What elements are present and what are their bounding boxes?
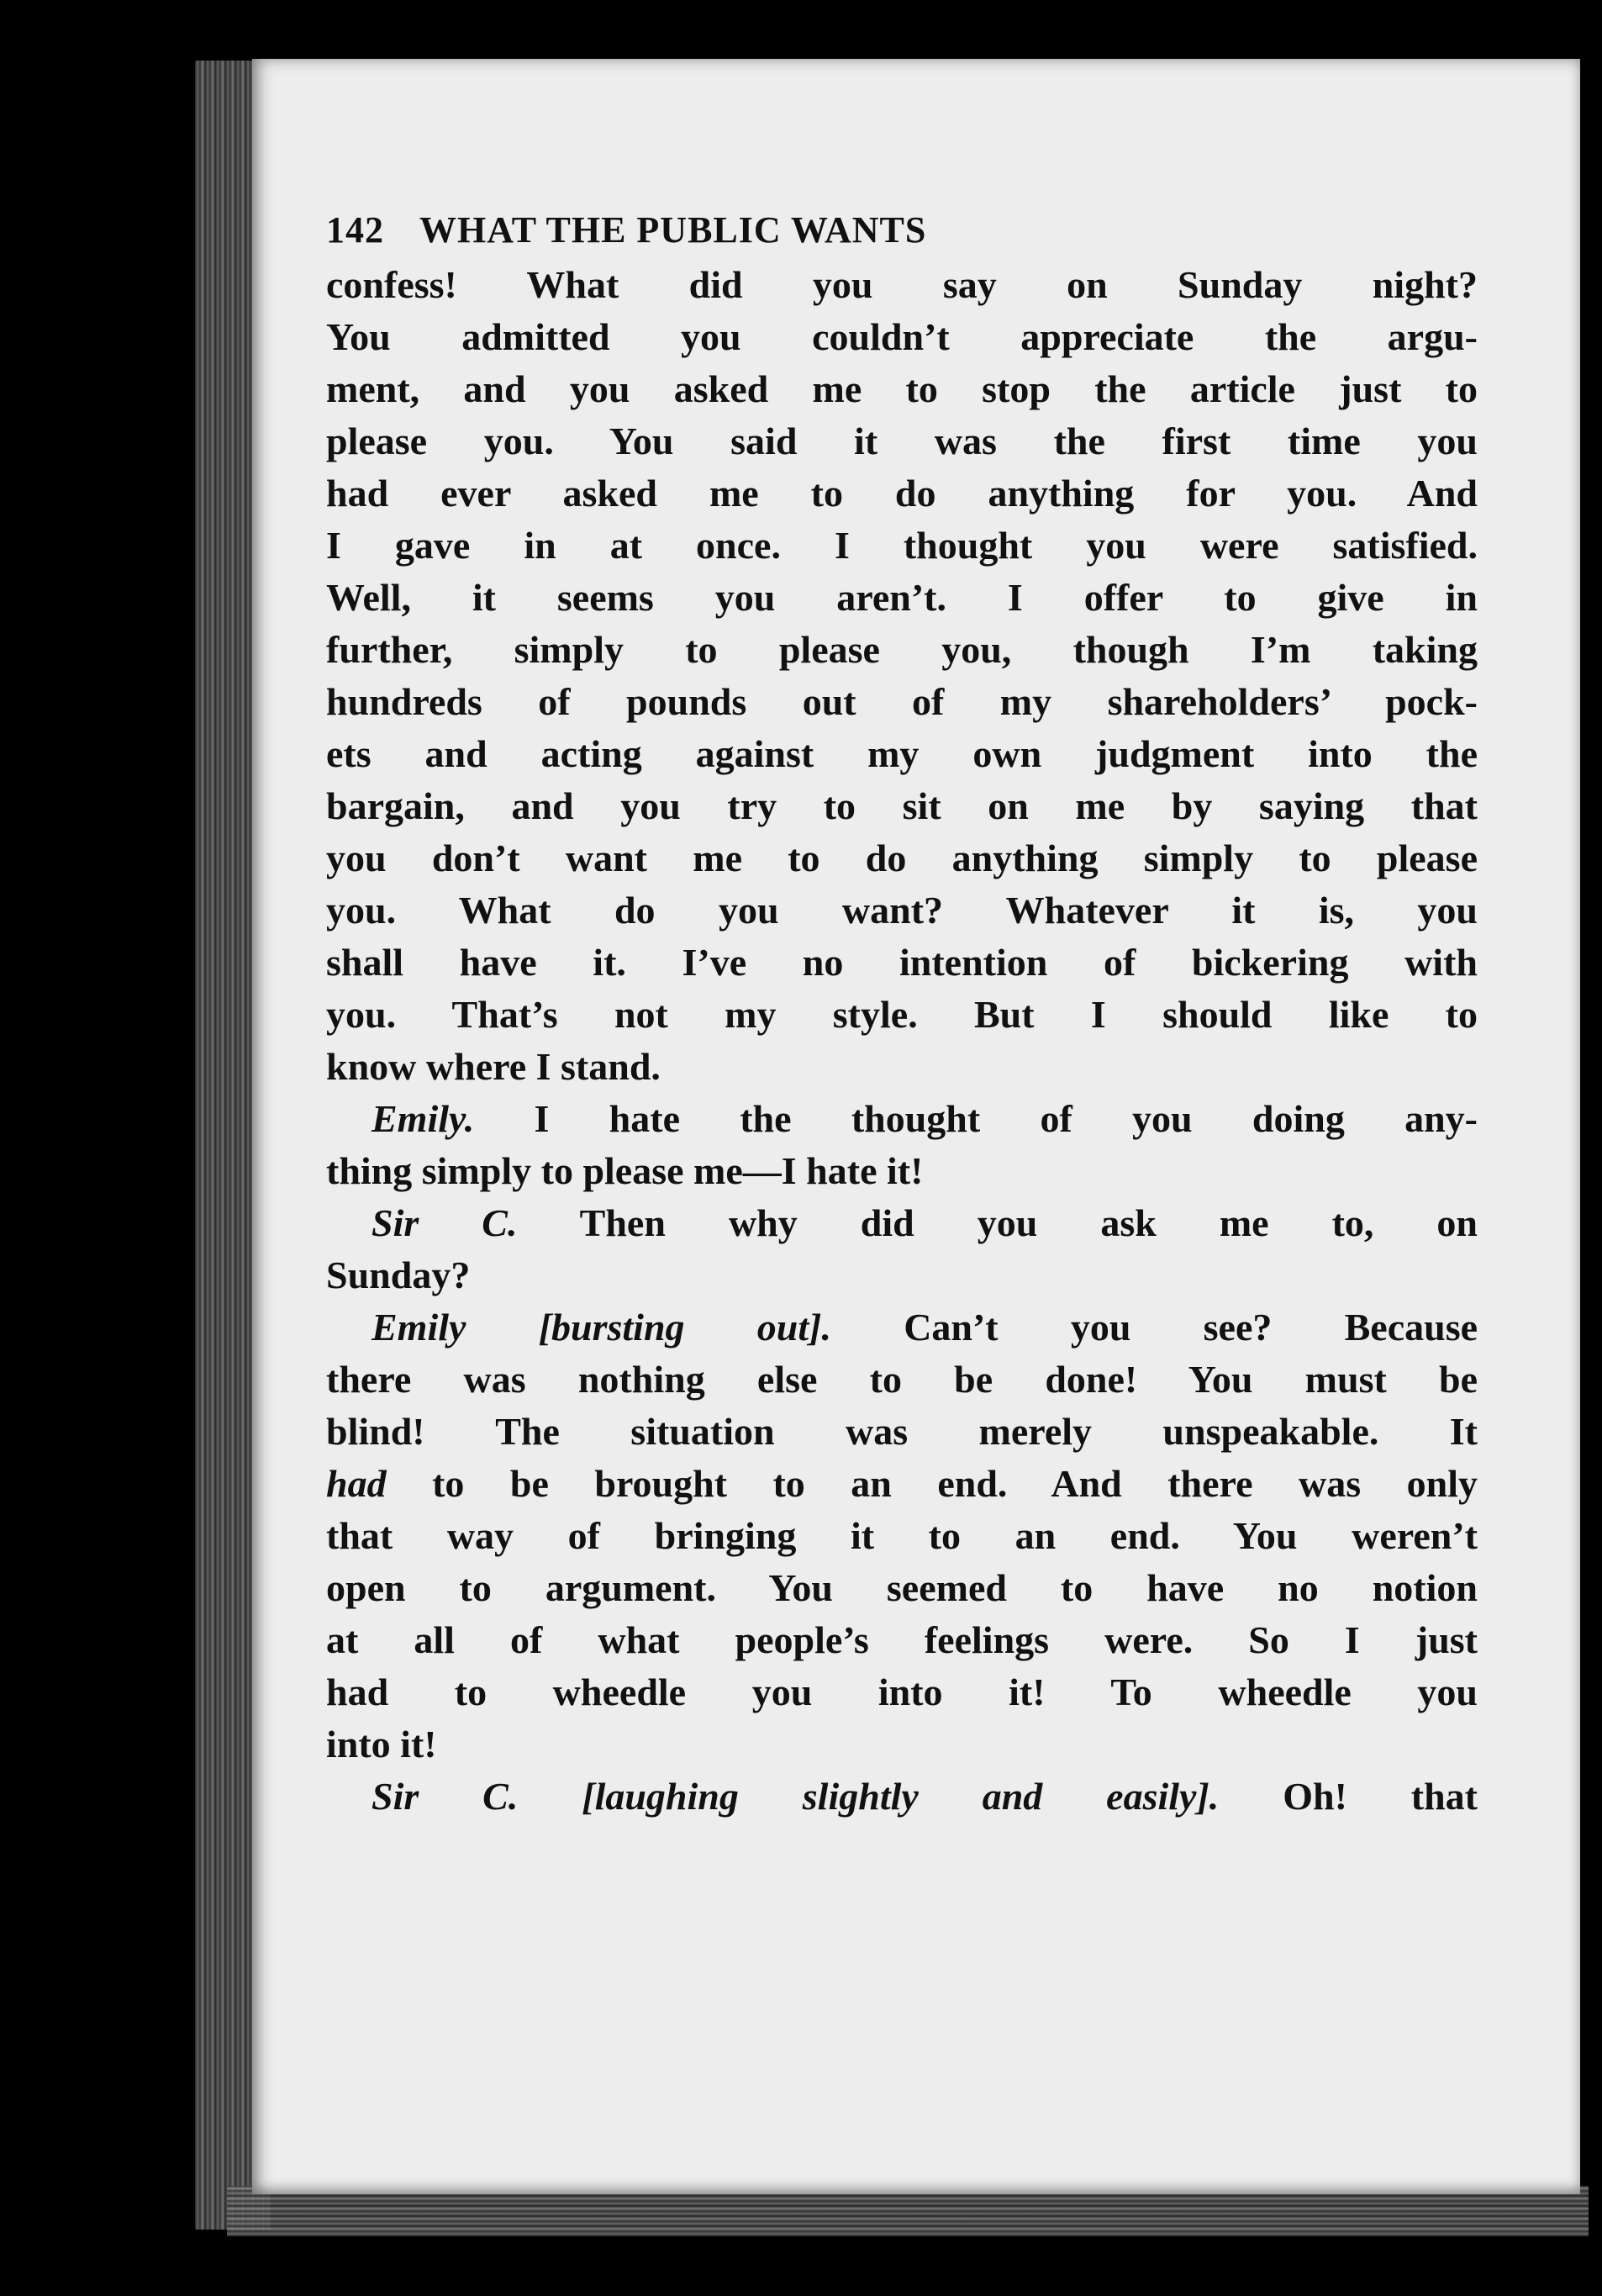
emphasized-word: had xyxy=(326,1462,387,1505)
running-title: WHAT THE PUBLIC WANTS xyxy=(419,209,927,251)
text-line: had ever asked me to do anything for you. And xyxy=(326,472,1478,515)
dialogue-line xyxy=(326,1771,1478,1823)
text-line: ment, and you asked me to stop the article just to xyxy=(326,367,1478,410)
text-line: know where I stand. xyxy=(326,1045,661,1088)
running-header xyxy=(326,208,1251,251)
text-line: there was nothing else to be done! You must be xyxy=(326,1358,1478,1401)
text-line: into it! xyxy=(326,1723,437,1766)
text-line: Well, it seems you aren’t. I offer to give in xyxy=(326,576,1478,619)
text-line xyxy=(326,1458,1478,1510)
stage-direction: [bursting out]. xyxy=(538,1306,831,1349)
dialogue-text: I hate the thought of you doing any- xyxy=(534,1097,1478,1140)
speaker-name: Emily. xyxy=(372,1097,475,1140)
text-line: ets and acting against my own judgment into the xyxy=(326,732,1478,775)
text-line: thing simply to please me—I hate it! xyxy=(326,1149,924,1192)
text-line: at all of what people’s feelings were. So I just xyxy=(326,1618,1478,1661)
text-line: had to wheedle you into it! To wheedle you xyxy=(326,1671,1478,1713)
text-line: blind! The situation was merely unspeakable. It xyxy=(326,1410,1478,1453)
text-fragment: to be brought to an end. And there was only xyxy=(432,1462,1478,1505)
text-line: bargain, and you try to sit on me by saying that xyxy=(326,784,1478,827)
dialogue-text: Can’t you see? Because xyxy=(904,1306,1478,1349)
dialogue-text: Then why did you ask me to, on xyxy=(579,1201,1478,1244)
speaker-name: Sir C. xyxy=(372,1775,519,1818)
text-line: shall have it. I’ve no intention of bickering with xyxy=(326,941,1478,984)
text-line: Sunday? xyxy=(326,1254,471,1296)
dialogue-line xyxy=(326,1301,1478,1354)
text-line: you don’t want me to do anything simply to please xyxy=(326,837,1478,879)
text-line: further, simply to please you, though I’m taking xyxy=(326,628,1478,671)
speaker-name: Sir C. xyxy=(372,1201,518,1244)
page-number: 142 xyxy=(326,209,384,251)
text-line: you. That’s not my style. But I should like to xyxy=(326,993,1478,1036)
dialogue-line xyxy=(326,1197,1478,1249)
text-line: that way of bringing it to an end. You weren’t xyxy=(326,1514,1478,1557)
text-line: confess! What did you say on Sunday night? xyxy=(326,263,1478,306)
speaker-name: Emily xyxy=(372,1306,466,1349)
dialogue-line xyxy=(326,1093,1478,1145)
text-line: you. What do you want? Whatever it is, you xyxy=(326,889,1478,932)
text-line: You admitted you couldn’t appreciate the argu- xyxy=(326,315,1478,358)
text-line: please you. You said it was the first time you xyxy=(326,420,1478,462)
text-line: open to argument. You seemed to have no notion xyxy=(326,1566,1478,1609)
body-text xyxy=(326,259,1478,1823)
dialogue-text: Oh! that xyxy=(1283,1775,1478,1818)
stage-direction: [laughing slightly and easily]. xyxy=(582,1775,1220,1818)
text-line: I gave in at once. I thought you were satisfied. xyxy=(326,524,1478,567)
text-line: hundreds of pounds out of my shareholders’ pock- xyxy=(326,680,1478,723)
